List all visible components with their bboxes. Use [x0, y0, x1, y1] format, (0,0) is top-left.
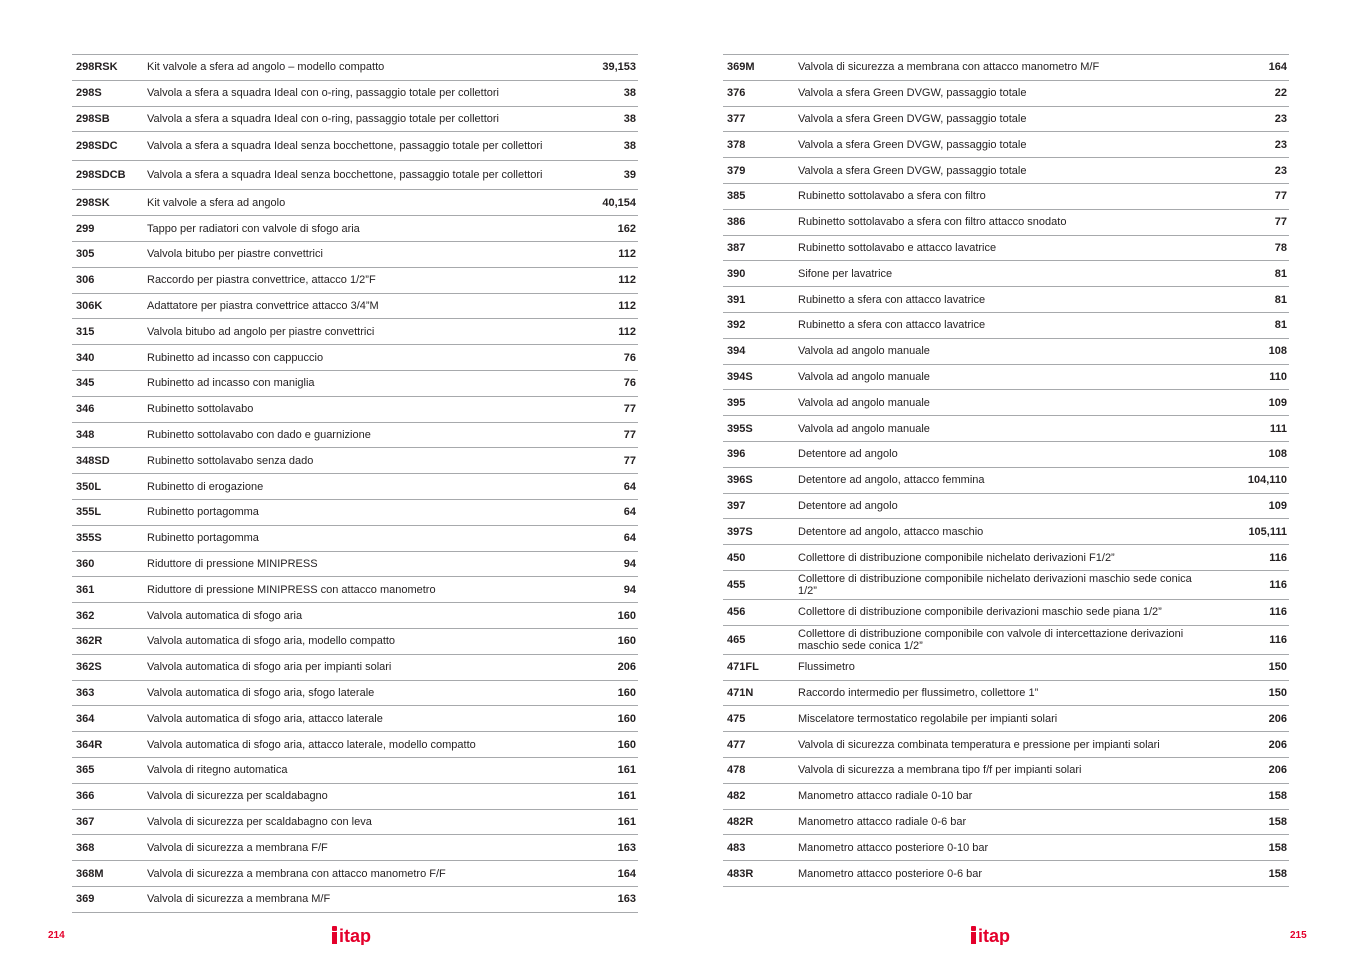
- page-reference: 64: [623, 480, 636, 493]
- product-code: 396: [727, 448, 746, 461]
- table-row: [72, 370, 638, 396]
- table-row: [723, 55, 1289, 81]
- table-row: [72, 783, 638, 809]
- product-code: 379: [727, 164, 746, 177]
- product-description: Valvola di ritegno automatica: [147, 764, 288, 777]
- product-description: Valvola di sicurezza a membrana con attacco manometro M/F: [798, 61, 1100, 74]
- table-row: [72, 396, 638, 422]
- product-code: 298SK: [76, 196, 110, 209]
- product-description: Detentore ad angolo: [798, 499, 898, 512]
- product-description: Valvola ad angolo manuale: [798, 396, 930, 409]
- product-description: Manometro attacco posteriore 0-6 bar: [798, 867, 983, 880]
- product-code: 362S: [76, 661, 102, 674]
- page-reference: 163: [617, 893, 636, 906]
- product-description: Valvola di sicurezza combinata temperatura e pressione per impianti solari: [798, 738, 1160, 751]
- page-reference: 77: [1274, 190, 1287, 203]
- table-row: [72, 577, 638, 603]
- page-reference: 78: [1274, 241, 1287, 254]
- product-code: 298SB: [76, 112, 110, 125]
- product-code: 395: [727, 396, 746, 409]
- product-description: Valvola automatica di sfogo aria, sfogo laterale: [147, 686, 375, 699]
- product-description: Valvola a sfera a squadra Ideal con o-ring, passaggio totale per collettori: [147, 87, 500, 100]
- product-description: Valvola ad angolo manuale: [798, 345, 930, 358]
- product-description: Rubinetto sottolavabo con dado e guarnizione: [147, 428, 371, 441]
- product-description: Manometro attacco posteriore 0-10 bar: [798, 841, 989, 854]
- product-code: 298SDCB: [76, 169, 126, 182]
- table-row: [723, 706, 1289, 732]
- product-description: Rubinetto sottolavabo senza dado: [147, 454, 314, 467]
- product-code: 355L: [76, 506, 102, 519]
- product-description: Rubinetto ad incasso con cappuccio: [147, 351, 324, 364]
- page-reference: 23: [1274, 164, 1287, 177]
- product-description: Valvola bitubo ad angolo per piastre convettrici: [147, 325, 375, 338]
- product-description: Rubinetto sottolavabo a sfera con filtro: [798, 190, 986, 203]
- table-row: [72, 319, 638, 345]
- page-reference: 64: [623, 506, 636, 519]
- page-reference: 39: [623, 169, 636, 182]
- product-description: Rubinetto portagomma: [147, 532, 259, 545]
- product-description: Riduttore di pressione MINIPRESS: [147, 557, 318, 570]
- table-row: [723, 467, 1289, 493]
- page-reference: 161: [617, 764, 636, 777]
- product-description: Valvola di sicurezza per scaldabagno: [147, 790, 328, 803]
- product-description: Valvola bitubo per piastre convettrici: [147, 248, 323, 261]
- table-row: [72, 603, 638, 629]
- product-code: 386: [727, 216, 746, 229]
- product-description: Rubinetto sottolavabo: [147, 403, 254, 416]
- page-reference: 112: [618, 299, 636, 312]
- table-row: [723, 312, 1289, 338]
- page-reference: 160: [617, 609, 636, 622]
- right-index-table: [723, 54, 1289, 887]
- page-reference: 116: [1269, 633, 1287, 646]
- table-row: [72, 474, 638, 500]
- table-row: [72, 551, 638, 577]
- product-description: Collettore di distribuzione componibile con valvole di intercettazione derivazioni maschio sede conica 1/2”: [798, 627, 1184, 652]
- page-reference: 160: [617, 686, 636, 699]
- product-code: 368: [76, 841, 95, 854]
- product-code: 299: [76, 222, 95, 235]
- page-reference: 161: [617, 790, 636, 803]
- itap-logo-left: [331, 925, 387, 945]
- product-code: 346: [76, 403, 95, 416]
- product-code: 390: [727, 267, 746, 280]
- table-row: [723, 364, 1289, 390]
- product-code: 298S: [76, 87, 102, 100]
- page-reference: 160: [617, 635, 636, 648]
- product-description: Kit valvole a sfera ad angolo – modello compatto: [147, 61, 385, 74]
- product-description: Valvola automatica di sfogo aria, attacco laterale, modello compatto: [147, 738, 476, 751]
- product-code: 396S: [727, 474, 753, 487]
- product-code: 395S: [727, 422, 753, 435]
- product-description: Valvola a sfera Green DVGW, passaggio totale: [798, 87, 1027, 100]
- page-reference: 105,111: [1248, 525, 1287, 538]
- table-row: [72, 835, 638, 861]
- product-description: Kit valvole a sfera ad angolo: [147, 196, 286, 209]
- page-reference: 23: [1274, 112, 1287, 125]
- table-row: [723, 390, 1289, 416]
- page-reference: 77: [1274, 216, 1287, 229]
- product-description: Riduttore di pressione MINIPRESS con attacco manometro: [147, 583, 436, 596]
- product-description: Rubinetto ad incasso con maniglia: [147, 377, 315, 390]
- product-description: Valvola a sfera Green DVGW, passaggio totale: [798, 112, 1027, 125]
- page-reference: 206: [617, 661, 636, 674]
- table-row: [72, 190, 638, 216]
- table-row: [72, 80, 638, 106]
- product-code: 348SD: [76, 454, 110, 467]
- product-code: 377: [727, 112, 746, 125]
- svg-text:itap: itap: [978, 926, 1011, 945]
- table-row: [72, 106, 638, 132]
- product-description: Valvola ad angolo manuale: [798, 422, 930, 435]
- page-reference: 94: [623, 583, 636, 596]
- table-row: [723, 783, 1289, 809]
- table-row: [72, 293, 638, 319]
- product-description: Tappo per radiatori con valvole di sfogo aria: [147, 222, 360, 235]
- table-row: [723, 861, 1289, 887]
- product-description: Valvola di sicurezza per scaldabagno con leva: [147, 815, 372, 828]
- page-reference: 150: [1268, 661, 1287, 674]
- table-row: [723, 261, 1289, 287]
- product-description: Rubinetto sottolavabo a sfera con filtro attacco snodato: [798, 216, 1067, 229]
- product-code: 391: [727, 293, 746, 306]
- table-row: [723, 441, 1289, 467]
- table-row: [723, 158, 1289, 184]
- page-reference: 94: [623, 557, 636, 570]
- table-row: [72, 732, 638, 758]
- page-reference: 81: [1274, 293, 1287, 306]
- table-row: [723, 338, 1289, 364]
- product-code: 340: [76, 351, 95, 364]
- page-reference: 116: [1269, 551, 1287, 564]
- product-description: Raccordo per piastra convettrice, attacco 1/2”F: [147, 274, 376, 287]
- table-row: [723, 757, 1289, 783]
- product-code: 477: [727, 738, 746, 751]
- table-row: [72, 448, 638, 474]
- product-code: 397: [727, 499, 746, 512]
- product-code: 368M: [76, 867, 104, 880]
- table-row: [723, 654, 1289, 680]
- product-description: Rubinetto di erogazione: [147, 480, 264, 493]
- table-row: [72, 132, 638, 161]
- product-code: 394S: [727, 370, 753, 383]
- product-description: Rubinetto a sfera con attacco lavatrice: [798, 293, 986, 306]
- product-description: Detentore ad angolo, attacco maschio: [798, 525, 984, 538]
- table-row: [72, 525, 638, 551]
- product-code: 385: [727, 190, 746, 203]
- product-code: 362R: [76, 635, 103, 648]
- product-description: Valvola automatica di sfogo aria per impianti solari: [147, 661, 392, 674]
- page-reference: 77: [623, 428, 636, 441]
- product-description: Valvola a sfera Green DVGW, passaggio totale: [798, 138, 1027, 151]
- page-reference: 38: [623, 112, 636, 125]
- page-reference: 162: [617, 222, 636, 235]
- product-code: 392: [727, 319, 746, 332]
- page-number-right: 215: [1290, 930, 1307, 941]
- product-description: Detentore ad angolo, attacco femmina: [798, 474, 985, 487]
- product-description: Valvola a sfera a squadra Ideal senza bocchettone, passaggio totale per collettori: [147, 140, 543, 153]
- page-reference: 109: [1268, 499, 1287, 512]
- product-code: 363: [76, 686, 95, 699]
- table-row: [72, 654, 638, 680]
- product-description: Valvola a sfera Green DVGW, passaggio totale: [798, 164, 1027, 177]
- page-reference: 104,110: [1247, 474, 1287, 487]
- product-code: 364R: [76, 738, 103, 751]
- table-row: [72, 499, 638, 525]
- product-code: 455: [727, 578, 746, 591]
- product-code: 315: [76, 325, 95, 338]
- product-code: 376: [727, 87, 746, 100]
- table-row: [723, 835, 1289, 861]
- product-code: 361: [76, 583, 95, 596]
- product-code: 387: [727, 241, 746, 254]
- page-reference: 39,153: [602, 61, 636, 74]
- table-row: [72, 706, 638, 732]
- table-row: [723, 809, 1289, 835]
- table-row: [723, 599, 1289, 625]
- table-row: [723, 493, 1289, 519]
- table-row: [72, 161, 638, 190]
- page-reference: 160: [617, 738, 636, 751]
- product-description: Collettore di distribuzione componibile nichelato derivazioni F1/2”: [798, 551, 1115, 564]
- page-reference: 77: [623, 454, 636, 467]
- page-reference: 111: [1269, 422, 1287, 435]
- page-reference: 112: [618, 274, 636, 287]
- page-reference: 23: [1274, 138, 1287, 151]
- product-code: 306: [76, 274, 95, 287]
- product-description: Valvola automatica di sfogo aria, attacco laterale: [147, 712, 383, 725]
- product-description: Valvola a sfera a squadra Ideal con o-ring, passaggio totale per collettori: [147, 112, 500, 125]
- table-row: [72, 680, 638, 706]
- table-row: [72, 809, 638, 835]
- product-code: 483R: [727, 867, 754, 880]
- page-reference: 76: [623, 351, 636, 364]
- page-reference: 76: [623, 377, 636, 390]
- page-reference: 206: [1268, 764, 1287, 777]
- product-description: Valvola di sicurezza a membrana con attacco manometro F/F: [147, 867, 446, 880]
- product-description: Valvola di sicurezza a membrana M/F: [147, 893, 331, 906]
- product-code: 298RSK: [76, 61, 118, 74]
- table-row: [72, 241, 638, 267]
- page-reference: 22: [1274, 87, 1287, 100]
- product-code: 355S: [76, 532, 102, 545]
- product-description: Collettore di distribuzione componibile derivazioni maschio sede piana 1/2”: [798, 606, 1162, 619]
- product-code: 482: [727, 790, 746, 803]
- page-reference: 158: [1268, 841, 1287, 854]
- product-code: 345: [76, 377, 95, 390]
- left-index-table: [72, 54, 638, 913]
- product-description: Manometro attacco radiale 0-6 bar: [798, 815, 967, 828]
- product-description: Sifone per lavatrice: [798, 267, 893, 280]
- product-description: Valvola a sfera a squadra Ideal senza bocchettone, passaggio totale per collettori: [147, 169, 543, 182]
- page-reference: 40,154: [602, 196, 636, 209]
- table-row: [723, 416, 1289, 442]
- table-row: [72, 55, 638, 81]
- product-code: 483: [727, 841, 746, 854]
- table-row: [723, 680, 1289, 706]
- page-reference: 160: [617, 712, 636, 725]
- product-description: Rubinetto a sfera con attacco lavatrice: [798, 319, 986, 332]
- page-reference: 161: [617, 815, 636, 828]
- page-reference: 164: [1268, 61, 1287, 74]
- product-code: 360: [76, 557, 95, 570]
- table-row: [723, 732, 1289, 758]
- page-reference: 163: [617, 841, 636, 854]
- product-description: Valvola di sicurezza a membrana F/F: [147, 841, 328, 854]
- table-row: [723, 183, 1289, 209]
- page-reference: 150: [1268, 686, 1287, 699]
- table-row: [72, 345, 638, 371]
- product-description: Valvola di sicurezza a membrana tipo f/f per impianti solari: [798, 764, 1082, 777]
- page-reference: 109: [1268, 396, 1287, 409]
- product-description: Valvola ad angolo manuale: [798, 370, 930, 383]
- product-description: Miscelatore termostatico regolabile per impianti solari: [798, 712, 1058, 725]
- product-description: Valvola automatica di sfogo aria, modello compatto: [147, 635, 396, 648]
- product-code: 364: [76, 712, 95, 725]
- product-code: 367: [76, 815, 95, 828]
- product-code: 366: [76, 790, 95, 803]
- table-row: [72, 886, 638, 912]
- page-reference: 112: [618, 248, 636, 261]
- product-code: 362: [76, 609, 95, 622]
- table-row: [72, 628, 638, 654]
- table-row: [723, 519, 1289, 545]
- product-code: 471N: [727, 686, 754, 699]
- page-reference: 110: [1269, 370, 1287, 383]
- product-code: 482R: [727, 815, 754, 828]
- table-row: [72, 757, 638, 783]
- table-row: [723, 106, 1289, 132]
- svg-text:itap: itap: [339, 926, 372, 945]
- table-row: [723, 80, 1289, 106]
- product-code: 471FL: [727, 661, 759, 674]
- product-code: 369M: [727, 61, 755, 74]
- table-row: [723, 287, 1289, 313]
- page-reference: 112: [618, 325, 636, 338]
- product-description: Raccordo intermedio per flussimetro, collettore 1”: [798, 686, 1039, 699]
- page-reference: 158: [1268, 815, 1287, 828]
- itap-logo-right: [970, 925, 1026, 945]
- page-reference: 206: [1268, 712, 1287, 725]
- page-reference: 81: [1274, 319, 1287, 332]
- page-reference: 108: [1268, 345, 1287, 358]
- product-code: 450: [727, 551, 746, 564]
- table-row: [723, 235, 1289, 261]
- product-code: 365: [76, 764, 95, 777]
- product-description: Rubinetto sottolavabo e attacco lavatrice: [798, 241, 997, 254]
- product-code: 369: [76, 893, 95, 906]
- table-row: [72, 422, 638, 448]
- product-description: Collettore di distribuzione componibile nichelato derivazioni maschio sede conica 1/2”: [798, 572, 1192, 597]
- table-row: [723, 545, 1289, 571]
- page-reference: 81: [1274, 267, 1287, 280]
- product-code: 305: [76, 248, 95, 261]
- page-reference: 77: [623, 403, 636, 416]
- product-code: 397S: [727, 525, 753, 538]
- page-reference: 164: [617, 867, 636, 880]
- table-row: [72, 861, 638, 887]
- product-code: 298SDC: [76, 140, 118, 153]
- page-reference: 158: [1268, 867, 1287, 880]
- page-number-left: 214: [48, 930, 65, 941]
- product-code: 456: [727, 606, 746, 619]
- table-row: [723, 625, 1289, 654]
- product-description: Manometro attacco radiale 0-10 bar: [798, 790, 973, 803]
- product-description: Flussimetro: [798, 661, 855, 674]
- product-code: 306K: [76, 299, 103, 312]
- page-reference: 206: [1268, 738, 1287, 751]
- page-reference: 158: [1268, 790, 1287, 803]
- table-row: [723, 570, 1289, 599]
- table-row: [723, 209, 1289, 235]
- page-reference: 38: [623, 140, 636, 153]
- product-description: Detentore ad angolo: [798, 448, 898, 461]
- product-code: 475: [727, 712, 746, 725]
- product-code: 394: [727, 345, 746, 358]
- product-code: 348: [76, 428, 95, 441]
- page-reference: 108: [1268, 448, 1287, 461]
- page-reference: 38: [623, 87, 636, 100]
- product-code: 478: [727, 764, 746, 777]
- product-description: Rubinetto portagomma: [147, 506, 259, 519]
- table-row: [72, 216, 638, 242]
- page-reference: 64: [623, 532, 636, 545]
- table-row: [723, 132, 1289, 158]
- product-code: 465: [727, 633, 746, 646]
- product-code: 378: [727, 138, 746, 151]
- product-description: Adattatore per piastra convettrice attacco 3/4”M: [147, 299, 379, 312]
- product-description: Valvola automatica di sfogo aria: [147, 609, 303, 622]
- page-reference: 116: [1269, 578, 1287, 591]
- table-row: [72, 267, 638, 293]
- product-code: 350L: [76, 480, 102, 493]
- page-reference: 116: [1269, 606, 1287, 619]
